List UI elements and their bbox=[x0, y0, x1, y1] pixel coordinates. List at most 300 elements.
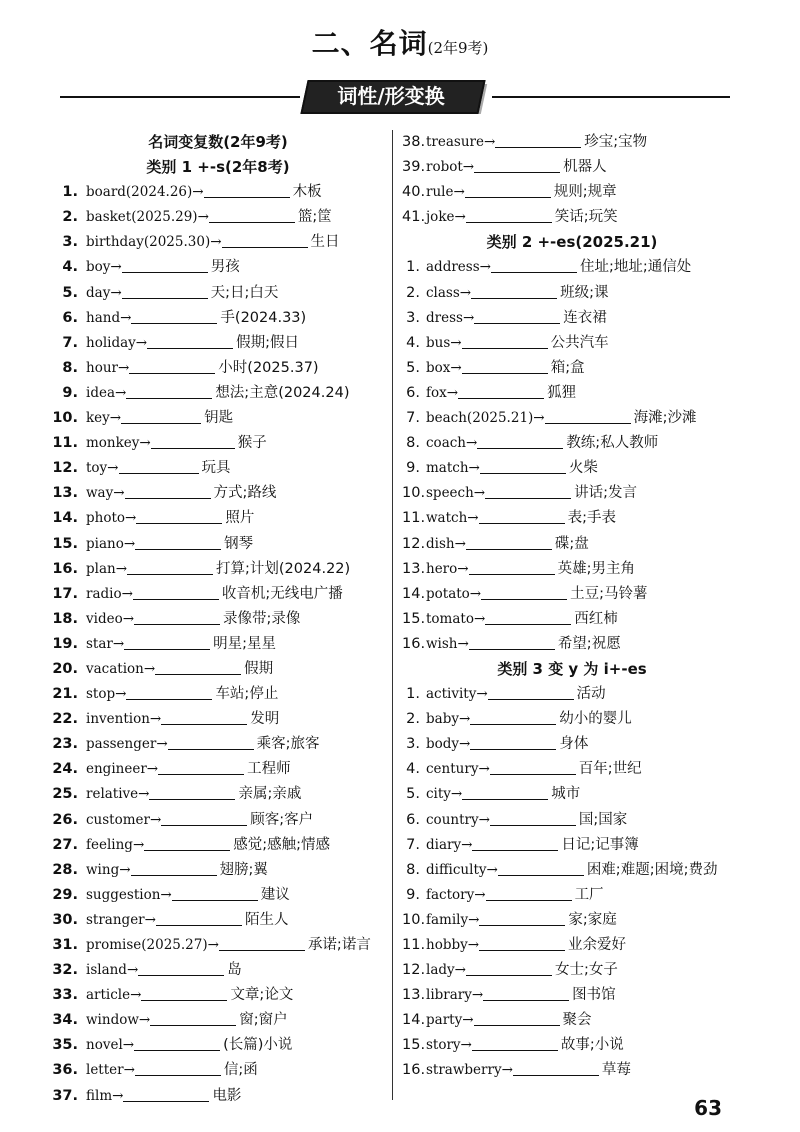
answer-blank[interactable] bbox=[149, 783, 235, 800]
answer-blank[interactable] bbox=[124, 633, 210, 650]
answer-blank[interactable] bbox=[119, 457, 199, 474]
item-word: bus→ bbox=[426, 334, 462, 351]
item-number: 14. bbox=[402, 1012, 426, 1029]
item-meaning: (长篇)小说 bbox=[223, 1037, 293, 1054]
answer-blank[interactable] bbox=[462, 783, 548, 800]
list-item bbox=[52, 306, 384, 331]
item-meaning: 国;国家 bbox=[578, 811, 628, 828]
item-number: 16. bbox=[402, 635, 426, 652]
item-word: toy→ bbox=[86, 460, 119, 477]
answer-blank[interactable] bbox=[480, 457, 566, 474]
item-meaning: 西红柿 bbox=[574, 610, 618, 627]
item-meaning: 碟;盘 bbox=[554, 535, 589, 552]
item-meaning: 乘客;旅客 bbox=[256, 736, 320, 753]
list-item bbox=[52, 657, 384, 682]
item-meaning: 幼小的婴儿 bbox=[559, 711, 632, 728]
list-item bbox=[52, 707, 384, 732]
answer-blank[interactable] bbox=[134, 1034, 220, 1051]
item-meaning: 百年;世纪 bbox=[578, 761, 642, 778]
answer-blank[interactable] bbox=[131, 307, 217, 324]
answer-blank[interactable] bbox=[462, 332, 548, 349]
list-item bbox=[402, 205, 742, 230]
list-item bbox=[52, 431, 384, 456]
answer-blank[interactable] bbox=[123, 1085, 209, 1102]
item-word: radio→ bbox=[86, 585, 133, 602]
item-meaning: 翅膀;翼 bbox=[219, 861, 268, 878]
answer-blank[interactable] bbox=[134, 608, 220, 625]
item-number: 6. bbox=[406, 811, 420, 828]
item-meaning: 规则;规章 bbox=[553, 184, 617, 201]
item-word: holiday→ bbox=[86, 334, 148, 351]
page-number: 63 bbox=[694, 1096, 722, 1120]
item-word: beach(2025.21)→ bbox=[426, 410, 545, 427]
item-word: way→ bbox=[86, 485, 125, 502]
answer-blank[interactable] bbox=[479, 934, 565, 951]
answer-blank[interactable] bbox=[144, 834, 230, 851]
item-meaning: 收音机;无线电广播 bbox=[221, 585, 343, 602]
list-item bbox=[52, 808, 384, 833]
item-number: 1. bbox=[62, 184, 78, 201]
list-item bbox=[402, 732, 742, 757]
item-word: party→ bbox=[426, 1012, 474, 1029]
item-word: stop→ bbox=[86, 686, 127, 703]
list-item bbox=[52, 582, 384, 607]
list-item bbox=[52, 1084, 384, 1109]
item-number: 22. bbox=[52, 711, 78, 728]
item-meaning: 箱;盒 bbox=[550, 359, 585, 376]
list-item bbox=[52, 205, 384, 230]
item-word: match→ bbox=[426, 460, 480, 477]
item-number: 1. bbox=[406, 259, 420, 276]
answer-blank[interactable] bbox=[222, 231, 308, 248]
item-meaning: 火柴 bbox=[568, 460, 598, 477]
item-word: factory→ bbox=[426, 886, 486, 903]
answer-blank[interactable] bbox=[481, 583, 567, 600]
list-item bbox=[52, 732, 384, 757]
item-meaning: 方式;路线 bbox=[213, 485, 277, 502]
item-number: 8. bbox=[406, 435, 420, 452]
item-word: speech→ bbox=[426, 485, 486, 502]
item-word: tomato→ bbox=[426, 610, 486, 627]
list-item bbox=[402, 306, 742, 331]
list-item bbox=[52, 607, 384, 632]
item-word: monkey→ bbox=[86, 435, 151, 452]
item-meaning: 狐狸 bbox=[547, 384, 577, 401]
answer-blank[interactable] bbox=[472, 834, 558, 851]
answer-blank[interactable] bbox=[498, 859, 584, 876]
list-item bbox=[52, 281, 384, 306]
item-word: idea→ bbox=[86, 384, 127, 401]
list-item bbox=[52, 782, 384, 807]
answer-blank[interactable] bbox=[488, 683, 574, 700]
item-number: 9. bbox=[406, 460, 420, 477]
item-number: 9. bbox=[406, 886, 420, 903]
answer-blank[interactable] bbox=[495, 131, 581, 148]
item-meaning: 感觉;感触;情感 bbox=[233, 836, 331, 853]
item-word: day→ bbox=[86, 284, 122, 301]
answer-blank[interactable] bbox=[474, 307, 560, 324]
item-number: 5. bbox=[406, 786, 420, 803]
list-item bbox=[402, 255, 742, 280]
item-number: 16. bbox=[402, 1062, 426, 1079]
item-number: 13. bbox=[52, 485, 78, 502]
list-item bbox=[402, 682, 742, 707]
item-number: 30. bbox=[52, 911, 78, 928]
item-number: 26. bbox=[52, 811, 78, 828]
item-word: activity→ bbox=[426, 686, 488, 703]
answer-blank[interactable] bbox=[469, 558, 555, 575]
answer-blank[interactable] bbox=[466, 959, 552, 976]
category-1-heading: 类别 1 +-s(2年8考) bbox=[146, 158, 290, 177]
list-item bbox=[402, 557, 742, 582]
item-word: dress→ bbox=[426, 309, 475, 326]
answer-blank[interactable] bbox=[127, 558, 213, 575]
item-meaning: 想法;主意(2024.24) bbox=[215, 384, 350, 401]
answer-blank[interactable] bbox=[491, 256, 577, 273]
item-meaning: 珍宝;宝物 bbox=[584, 134, 648, 150]
answer-blank[interactable] bbox=[135, 533, 221, 550]
item-meaning: 生日 bbox=[310, 234, 340, 251]
item-word: photo→ bbox=[86, 510, 137, 527]
item-meaning: 文章;论文 bbox=[230, 987, 294, 1004]
item-meaning: 教练;私人教师 bbox=[566, 435, 659, 452]
item-word: coach→ bbox=[426, 435, 478, 452]
header-rule-left bbox=[60, 96, 300, 98]
answer-blank[interactable] bbox=[486, 884, 572, 901]
item-number: 17. bbox=[52, 585, 78, 602]
item-meaning: 住址;地址;通信处 bbox=[579, 259, 692, 276]
answer-blank[interactable] bbox=[138, 959, 224, 976]
list-item bbox=[402, 481, 742, 506]
list-item bbox=[52, 557, 384, 582]
item-number: 35. bbox=[52, 1037, 78, 1054]
list-item bbox=[402, 1033, 742, 1058]
answer-blank[interactable] bbox=[141, 984, 227, 1001]
item-number: 13. bbox=[402, 560, 426, 577]
answer-blank[interactable] bbox=[474, 156, 560, 173]
item-word: family→ bbox=[426, 911, 480, 928]
answer-blank[interactable] bbox=[469, 633, 555, 650]
item-number: 11. bbox=[402, 937, 426, 953]
item-number: 15. bbox=[52, 535, 78, 552]
column-divider bbox=[392, 130, 393, 1100]
item-number: 21. bbox=[52, 686, 78, 703]
item-number: 13. bbox=[402, 987, 426, 1004]
answer-blank[interactable] bbox=[472, 1034, 558, 1051]
item-meaning: 陌生人 bbox=[244, 911, 289, 928]
list-item bbox=[52, 456, 384, 481]
answer-blank[interactable] bbox=[150, 1009, 236, 1026]
answer-blank[interactable] bbox=[490, 809, 576, 826]
list-item bbox=[52, 632, 384, 657]
list-item bbox=[52, 532, 384, 557]
item-meaning: 机器人 bbox=[563, 159, 607, 176]
item-meaning: 明星;星星 bbox=[213, 635, 277, 652]
item-word: plan→ bbox=[86, 560, 128, 577]
answer-blank[interactable] bbox=[125, 482, 211, 499]
list-item bbox=[52, 858, 384, 883]
item-meaning: 发明 bbox=[250, 711, 280, 728]
answer-blank[interactable] bbox=[151, 432, 235, 449]
item-word: island→ bbox=[86, 962, 139, 979]
item-number: 7. bbox=[406, 410, 420, 427]
list-item bbox=[402, 356, 742, 381]
list-item bbox=[402, 406, 742, 431]
item-word: hobby→ bbox=[426, 937, 480, 953]
item-number: 11. bbox=[402, 510, 426, 527]
item-word: feeling→ bbox=[86, 836, 145, 853]
category-1-list-continued bbox=[402, 130, 742, 230]
list-item bbox=[402, 833, 742, 858]
list-item bbox=[402, 632, 742, 657]
item-word: story→ bbox=[426, 1037, 472, 1054]
item-number: 39. bbox=[402, 159, 426, 176]
item-meaning: 土豆;马铃薯 bbox=[570, 585, 648, 602]
item-word: birthday(2025.30)→ bbox=[86, 234, 222, 251]
item-number: 2. bbox=[406, 284, 420, 301]
item-number: 3. bbox=[62, 234, 78, 251]
item-number: 2. bbox=[62, 209, 78, 226]
answer-blank[interactable] bbox=[458, 382, 544, 399]
item-number: 8. bbox=[62, 359, 78, 376]
item-meaning: 岛 bbox=[227, 962, 242, 979]
category-2-list bbox=[402, 255, 742, 657]
list-item bbox=[52, 757, 384, 782]
item-word: boy→ bbox=[86, 259, 122, 276]
category-1-list bbox=[52, 180, 384, 1108]
answer-blank[interactable] bbox=[131, 859, 217, 876]
answer-blank[interactable] bbox=[161, 708, 247, 725]
item-word: novel→ bbox=[86, 1037, 135, 1054]
answer-blank[interactable] bbox=[466, 533, 552, 550]
item-word: suggestion→ bbox=[86, 886, 172, 903]
item-meaning: 女士;女子 bbox=[554, 962, 618, 979]
list-item bbox=[52, 381, 384, 406]
item-meaning: 英雄;男主角 bbox=[557, 560, 635, 577]
answer-blank[interactable] bbox=[161, 809, 247, 826]
list-item bbox=[52, 255, 384, 280]
page-title-sub: (2年9考) bbox=[427, 39, 489, 57]
list-item bbox=[402, 456, 742, 481]
item-number: 4. bbox=[406, 761, 420, 778]
item-word: potato→ bbox=[426, 585, 482, 602]
item-meaning: 录像带;录像 bbox=[223, 610, 301, 627]
item-number: 10. bbox=[402, 911, 426, 928]
item-number: 29. bbox=[52, 886, 78, 903]
list-item bbox=[52, 180, 384, 205]
item-meaning: 公共汽车 bbox=[550, 334, 609, 351]
list-item bbox=[402, 1058, 742, 1083]
answer-blank[interactable] bbox=[490, 758, 576, 775]
item-word: wish→ bbox=[426, 635, 469, 652]
item-word: invention→ bbox=[86, 711, 162, 728]
answer-blank[interactable] bbox=[136, 507, 222, 524]
list-item bbox=[402, 908, 742, 933]
answer-blank[interactable] bbox=[121, 407, 201, 424]
item-number: 25. bbox=[52, 786, 78, 803]
item-number: 3. bbox=[406, 309, 420, 326]
item-meaning: 连衣裙 bbox=[563, 309, 607, 326]
item-meaning: 建议 bbox=[260, 886, 290, 903]
list-item bbox=[402, 757, 742, 782]
item-number: 4. bbox=[406, 334, 420, 351]
item-meaning: 打算;计划(2024.22) bbox=[216, 560, 351, 577]
item-word: baby→ bbox=[426, 711, 471, 728]
item-word: passenger→ bbox=[86, 736, 168, 753]
item-meaning: 讲话;发言 bbox=[574, 485, 638, 502]
list-item bbox=[402, 1008, 742, 1033]
answer-blank[interactable] bbox=[479, 507, 565, 524]
answer-blank[interactable] bbox=[474, 1009, 560, 1026]
item-meaning: 身体 bbox=[559, 736, 589, 753]
item-meaning: 信;函 bbox=[223, 1062, 258, 1079]
item-word: box→ bbox=[426, 359, 462, 376]
item-word: key→ bbox=[86, 410, 122, 427]
list-item bbox=[52, 883, 384, 908]
answer-blank[interactable] bbox=[147, 332, 233, 349]
list-item bbox=[402, 506, 742, 531]
answer-blank[interactable] bbox=[466, 206, 552, 223]
answer-blank[interactable] bbox=[470, 708, 556, 725]
item-number: 5. bbox=[406, 359, 420, 376]
item-meaning: 手(2024.33) bbox=[220, 309, 307, 326]
answer-blank[interactable] bbox=[477, 432, 563, 449]
answer-blank[interactable] bbox=[135, 1059, 221, 1076]
item-number: 11. bbox=[52, 435, 78, 452]
answer-blank[interactable] bbox=[479, 909, 565, 926]
item-word: address→ bbox=[426, 259, 491, 276]
right-column bbox=[402, 130, 742, 1084]
answer-blank[interactable] bbox=[172, 884, 258, 901]
answer-blank[interactable] bbox=[485, 608, 571, 625]
list-item bbox=[402, 331, 742, 356]
list-item bbox=[402, 281, 742, 306]
list-item bbox=[402, 532, 742, 557]
item-word: strawberry→ bbox=[426, 1062, 513, 1079]
list-item bbox=[52, 406, 384, 431]
item-word: difficulty→ bbox=[426, 861, 498, 878]
item-word: film→ bbox=[86, 1087, 124, 1104]
item-number: 14. bbox=[402, 585, 426, 602]
item-word: hero→ bbox=[426, 560, 469, 577]
item-number: 9. bbox=[62, 384, 78, 401]
list-item bbox=[52, 230, 384, 255]
item-meaning: 玩具 bbox=[201, 460, 231, 477]
item-word: hand→ bbox=[86, 309, 132, 326]
answer-blank[interactable] bbox=[126, 683, 212, 700]
item-meaning: 假期 bbox=[244, 660, 274, 677]
item-number: 36. bbox=[52, 1062, 78, 1079]
item-number: 6. bbox=[406, 384, 420, 401]
answer-blank[interactable] bbox=[156, 909, 242, 926]
item-word: basket(2025.29)→ bbox=[86, 209, 209, 226]
answer-blank[interactable] bbox=[483, 984, 569, 1001]
list-item bbox=[52, 356, 384, 381]
item-number: 6. bbox=[62, 309, 78, 326]
answer-blank[interactable] bbox=[471, 282, 557, 299]
item-number: 38. bbox=[402, 134, 426, 150]
answer-blank[interactable] bbox=[462, 357, 548, 374]
item-meaning: 表;手表 bbox=[567, 510, 616, 527]
list-item bbox=[402, 933, 742, 958]
item-word: star→ bbox=[86, 635, 125, 652]
answer-blank[interactable] bbox=[545, 407, 631, 424]
item-meaning: 工厂 bbox=[574, 886, 604, 903]
list-item bbox=[402, 607, 742, 632]
item-number: 10. bbox=[402, 485, 426, 502]
item-word: piano→ bbox=[86, 535, 136, 552]
answer-blank[interactable] bbox=[129, 357, 215, 374]
answer-blank[interactable] bbox=[168, 733, 254, 750]
list-item bbox=[52, 933, 384, 958]
item-word: city→ bbox=[426, 786, 463, 803]
item-meaning: 车站;停止 bbox=[215, 686, 279, 703]
item-meaning: 业余爱好 bbox=[568, 937, 627, 953]
answer-blank[interactable] bbox=[126, 382, 212, 399]
item-word: wing→ bbox=[86, 861, 131, 878]
list-item bbox=[52, 1008, 384, 1033]
answer-blank[interactable] bbox=[155, 658, 241, 675]
item-number: 41. bbox=[402, 209, 426, 226]
item-meaning: 钢琴 bbox=[224, 535, 254, 552]
item-number: 34. bbox=[52, 1012, 78, 1029]
item-meaning: 小时(2025.37) bbox=[218, 359, 319, 376]
item-word: promise(2025.27)→ bbox=[86, 937, 219, 953]
list-item bbox=[402, 155, 742, 180]
item-meaning: 电影 bbox=[212, 1087, 242, 1104]
item-meaning: 困难;难题;困境;费劲 bbox=[586, 861, 718, 878]
item-meaning: 故事;小说 bbox=[560, 1037, 624, 1054]
item-meaning: 顾客;客户 bbox=[250, 811, 314, 828]
item-word: diary→ bbox=[426, 836, 473, 853]
answer-blank[interactable] bbox=[219, 934, 305, 951]
item-meaning: 活动 bbox=[576, 686, 606, 703]
list-item bbox=[52, 983, 384, 1008]
item-number: 16. bbox=[52, 560, 78, 577]
answer-blank[interactable] bbox=[465, 181, 551, 198]
item-meaning: 班级;课 bbox=[560, 284, 609, 301]
list-item bbox=[52, 481, 384, 506]
answer-blank[interactable] bbox=[209, 206, 295, 223]
list-item bbox=[52, 1033, 384, 1058]
category-2-heading: 类别 2 +-es(2025.21) bbox=[486, 233, 658, 252]
item-meaning: 篮;筐 bbox=[297, 209, 332, 226]
answer-blank[interactable] bbox=[485, 482, 571, 499]
item-meaning: 家;家庭 bbox=[568, 911, 617, 928]
list-item bbox=[52, 1058, 384, 1083]
item-meaning: 承诺;诺言 bbox=[307, 937, 371, 953]
answer-blank[interactable] bbox=[122, 282, 208, 299]
answer-blank[interactable] bbox=[470, 733, 556, 750]
answer-blank[interactable] bbox=[513, 1059, 599, 1076]
item-word: library→ bbox=[426, 987, 484, 1004]
item-word: relative→ bbox=[86, 786, 150, 803]
section-heading: 名词变复数(2年9考) bbox=[148, 133, 288, 151]
answer-blank[interactable] bbox=[158, 758, 244, 775]
item-word: dish→ bbox=[426, 535, 466, 552]
list-item bbox=[52, 908, 384, 933]
item-number: 7. bbox=[62, 334, 78, 351]
item-meaning: 聚会 bbox=[562, 1012, 592, 1029]
item-word: rule→ bbox=[426, 184, 465, 201]
answer-blank[interactable] bbox=[122, 256, 208, 273]
item-word: country→ bbox=[426, 811, 490, 828]
answer-blank[interactable] bbox=[204, 181, 290, 198]
item-number: 18. bbox=[52, 610, 78, 627]
answer-blank[interactable] bbox=[133, 583, 219, 600]
list-item bbox=[52, 506, 384, 531]
item-word: vacation→ bbox=[86, 660, 156, 677]
